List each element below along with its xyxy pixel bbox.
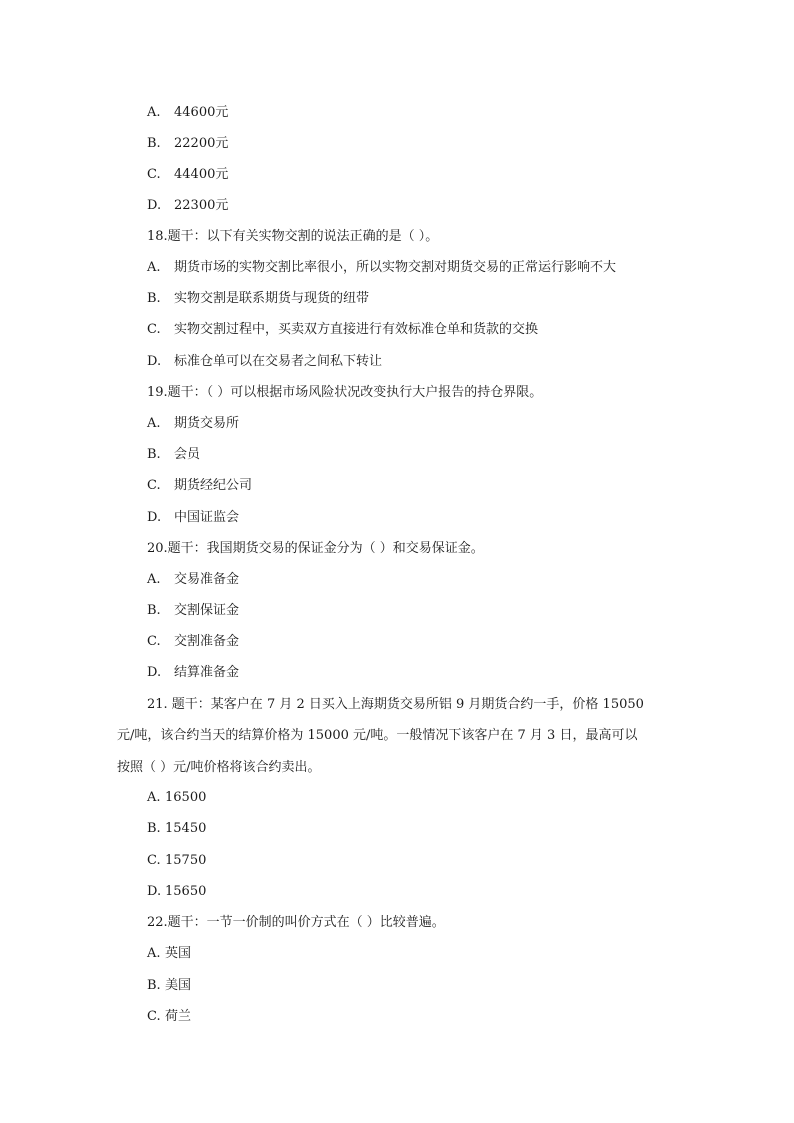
- q19-option-a: [147, 415, 239, 433]
- option-text: 22200元: [174, 136, 229, 151]
- q17-option-b: [147, 135, 228, 153]
- option-letter: A.: [147, 790, 161, 805]
- q17-option-d: [147, 197, 228, 215]
- q22-stem: 22.题干：一节一价制的叫价方式在（ ）比较普遍。: [147, 915, 445, 930]
- option-letter: A.: [147, 572, 161, 587]
- q19-option-b: [147, 446, 200, 464]
- option-text: 交易准备金: [174, 572, 240, 587]
- q17-option-c: [147, 166, 228, 184]
- q18-option-d: [147, 353, 382, 371]
- option-text: 荷兰: [165, 1009, 192, 1024]
- option-text: 交割准备金: [174, 634, 240, 649]
- q21-option-c: [147, 852, 206, 870]
- option-letter: D.: [147, 665, 162, 680]
- option-letter: A.: [147, 946, 161, 961]
- option-letter: C.: [147, 1009, 161, 1024]
- q18-option-c: [147, 321, 538, 339]
- option-text: 22300元: [174, 198, 229, 213]
- q20-option-c: [147, 633, 239, 651]
- option-letter: D.: [147, 884, 162, 899]
- option-text: 期货经纪公司: [174, 478, 253, 493]
- q18-stem: 18.题干：以下有关实物交割的说法正确的是（ ）。: [147, 229, 439, 244]
- q18-option-b: [147, 290, 369, 308]
- option-text: 中国证监会: [174, 510, 240, 525]
- q17-option-a: [147, 104, 228, 122]
- q21-option-d: [147, 883, 206, 901]
- q21-stem-line-1: 21. 题干：某客户在 7 月 2 日买入上海期货交易所铝 9 月期货合约一手，价格 15050: [147, 697, 644, 712]
- q22-option-a: [147, 945, 191, 963]
- option-letter: B.: [147, 603, 161, 618]
- option-letter: A.: [147, 416, 161, 431]
- option-text: 44400元: [174, 167, 229, 182]
- option-text: 实物交割是联系期货与现货的纽带: [174, 291, 370, 306]
- q22-option-c: [147, 1008, 191, 1026]
- q20-option-a: [147, 571, 239, 589]
- option-letter: C.: [147, 634, 161, 649]
- q20-option-d: [147, 664, 239, 682]
- q20-option-b: [147, 602, 239, 620]
- option-text: 会员: [174, 447, 201, 462]
- option-letter: D.: [147, 198, 162, 213]
- q19-option-c: [147, 477, 252, 495]
- option-text: 15750: [165, 853, 207, 868]
- option-text: 英国: [165, 946, 192, 961]
- option-letter: B.: [147, 447, 161, 462]
- option-text: 标准仓单可以在交易者之间私下转让: [174, 354, 383, 369]
- option-letter: C.: [147, 167, 161, 182]
- option-text: 期货交易所: [174, 416, 240, 431]
- q19-option-d: [147, 509, 239, 527]
- option-letter: D.: [147, 510, 162, 525]
- option-letter: B.: [147, 136, 161, 151]
- option-letter: D.: [147, 354, 162, 369]
- option-letter: C.: [147, 322, 161, 337]
- q21-stem-line-2: 元/吨，该合约当天的结算价格为 15000 元/吨。一般情况下该客户在 7 月 3 日，最高可以: [117, 728, 638, 743]
- option-letter: A.: [147, 260, 161, 275]
- q21-option-b: [147, 820, 206, 838]
- option-text: 结算准备金: [174, 665, 240, 680]
- q21-stem-line-3: 按照（ ）元/吨价格将该合约卖出。: [117, 760, 321, 775]
- option-text: 美国: [165, 978, 192, 993]
- option-text: 16500: [165, 790, 207, 805]
- option-text: 实物交割过程中，买卖双方直接进行有效标准仓单和货款的交换: [174, 322, 539, 337]
- q20-stem: 20.题干：我国期货交易的保证金分为（ ）和交易保证金。: [147, 541, 484, 556]
- option-text: 期货市场的实物交割比率很小，所以实物交割对期货交易的正常运行影响不大: [174, 260, 617, 275]
- q18-option-a: [147, 259, 616, 277]
- option-letter: B.: [147, 821, 161, 836]
- q19-stem: 19.题干：（ ）可以根据市场风险状况改变执行大户报告的持仓界限。: [147, 385, 543, 400]
- option-text: 15450: [165, 821, 207, 836]
- option-text: 交割保证金: [174, 603, 240, 618]
- option-text: 44600元: [174, 105, 229, 120]
- option-text: 15650: [165, 884, 207, 899]
- option-letter: A.: [147, 105, 161, 120]
- option-letter: C.: [147, 853, 161, 868]
- option-letter: B.: [147, 978, 161, 993]
- option-letter: C.: [147, 478, 161, 493]
- q21-option-a: [147, 789, 206, 807]
- q22-option-b: [147, 977, 191, 995]
- option-letter: B.: [147, 291, 161, 306]
